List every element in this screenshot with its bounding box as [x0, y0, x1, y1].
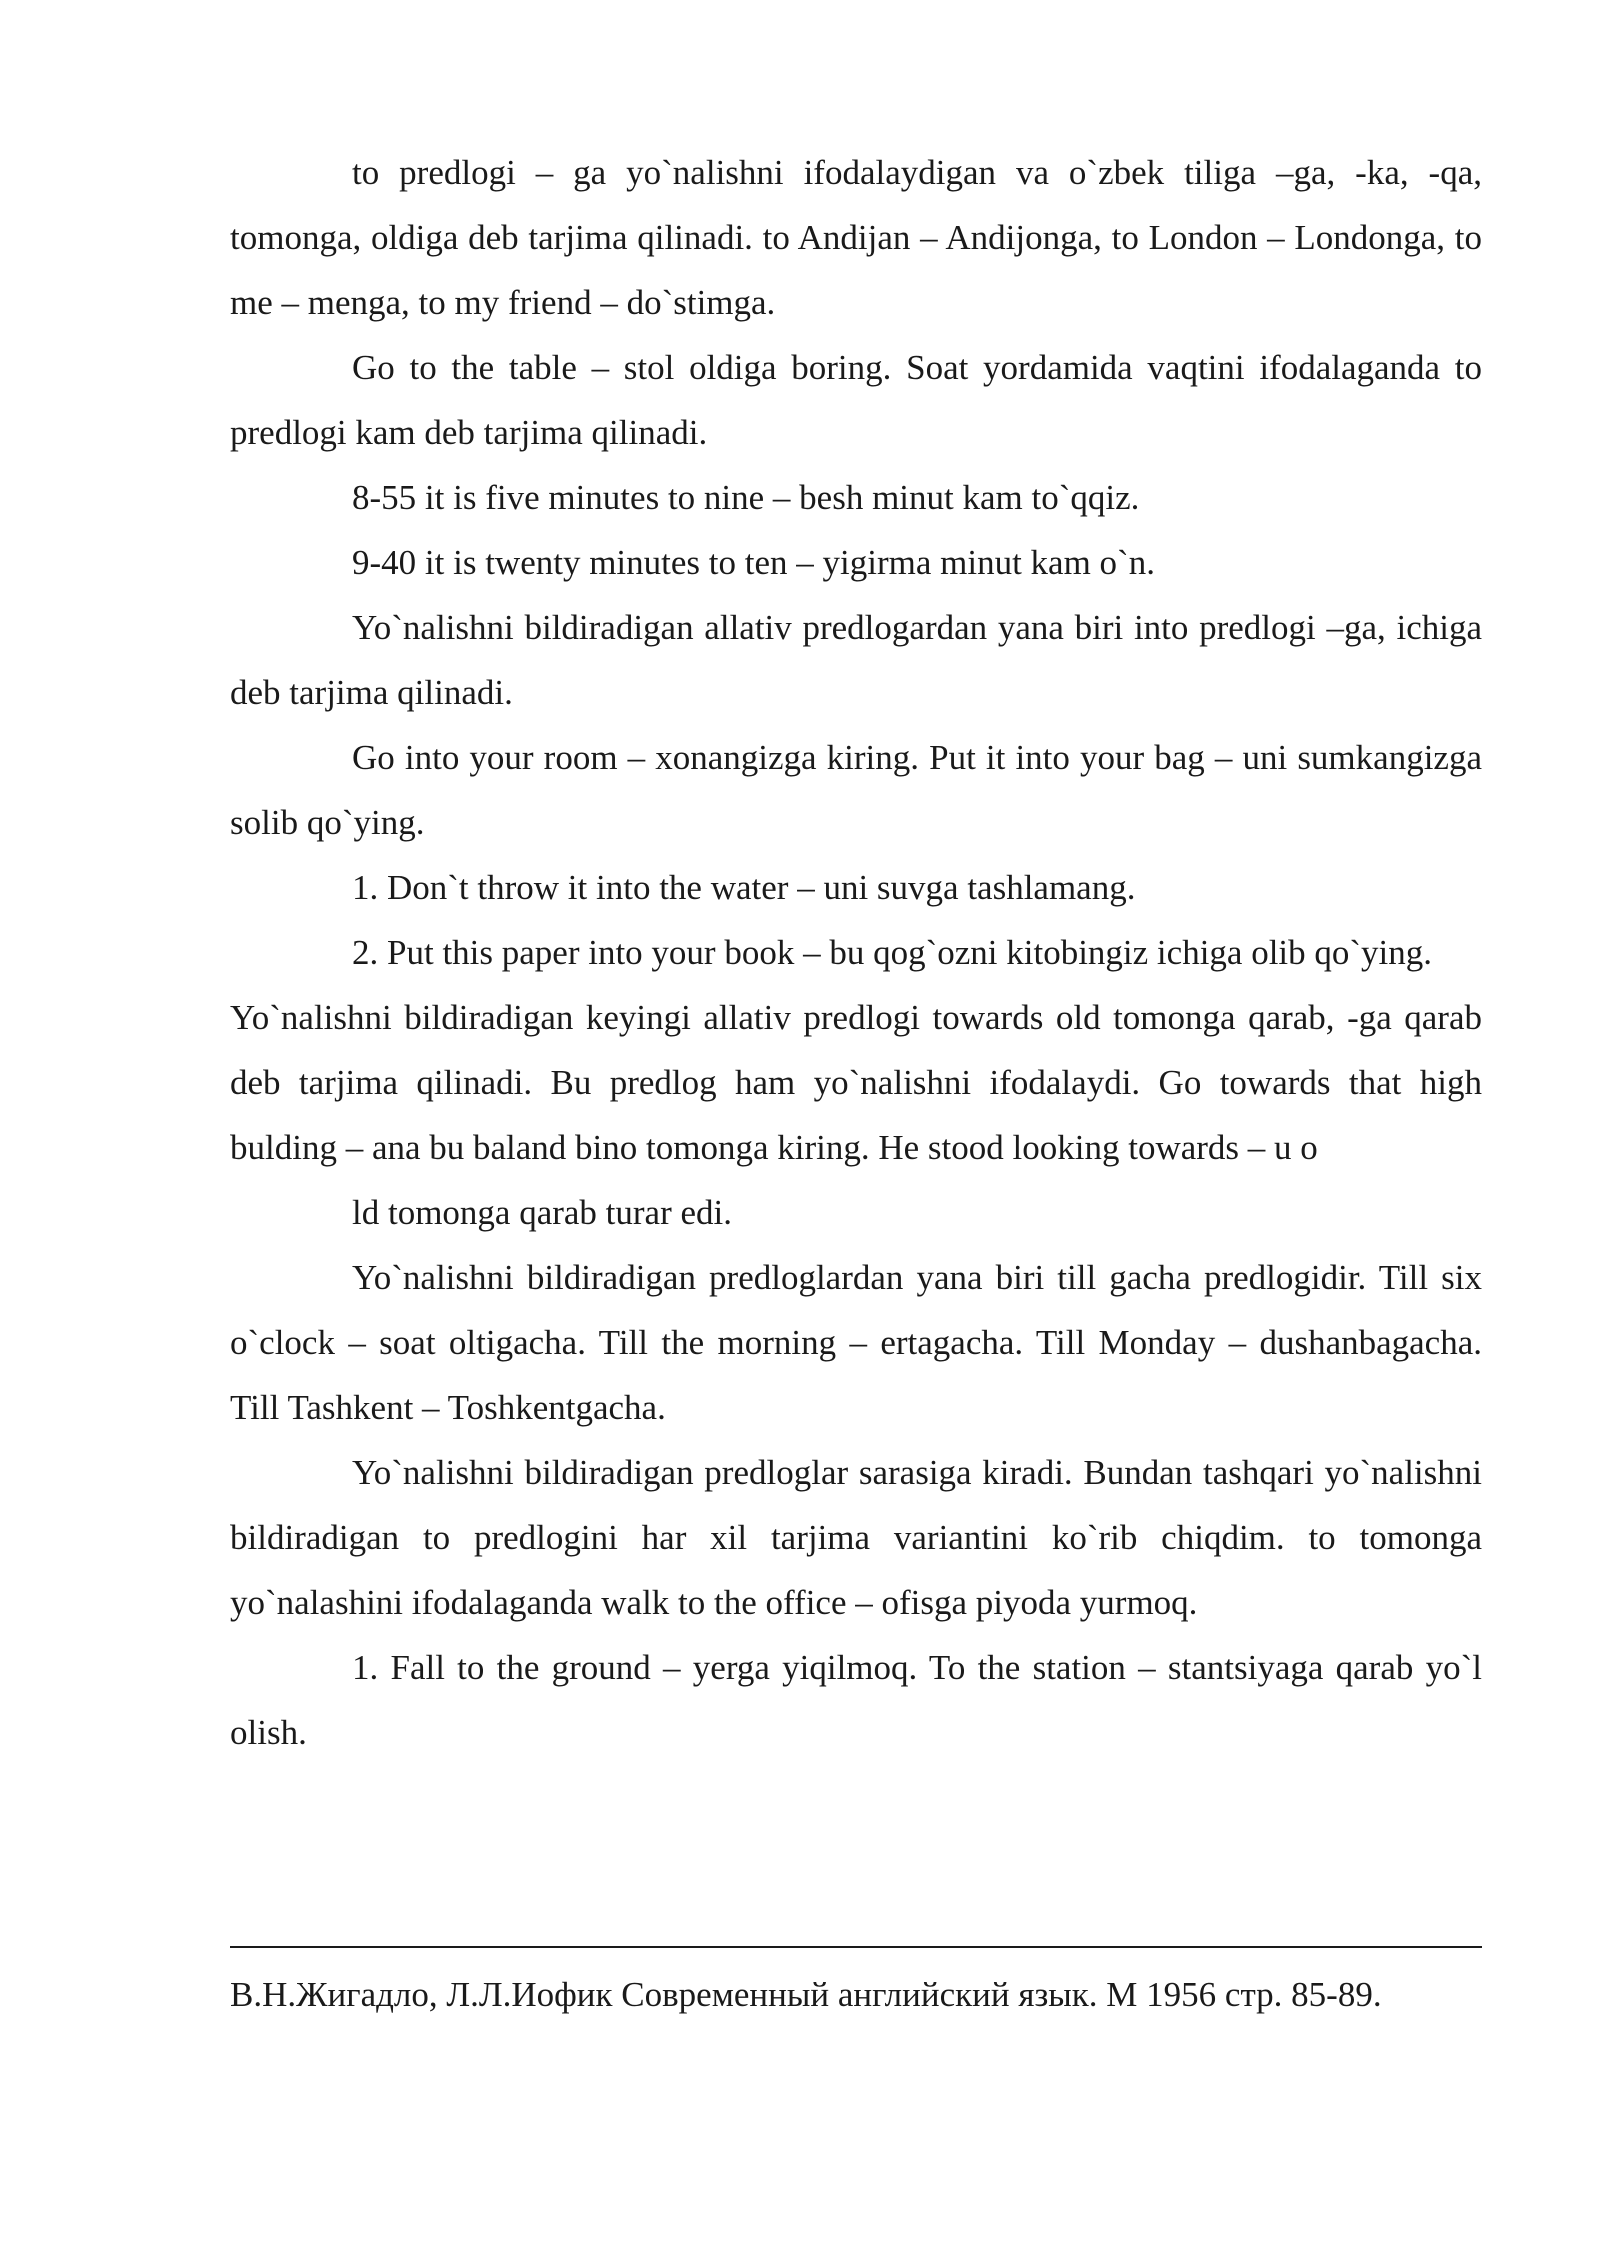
paragraph: Go to the table – stol oldiga boring. Soat yordamida vaqtini ifodalaganda to predlogi kam deb tarjima qilinadi.: [230, 348, 1482, 452]
paragraph: Yo`nalishni bildiradigan predloglardan yana biri till gacha predlogidir. Till six o`clock – soat oltigacha. Till the morning – ertagacha. Till Monday – dushanbagacha. Till Tashkent – Toshkentgacha.: [230, 1258, 1482, 1427]
footnote-separator: [230, 1946, 1482, 1948]
paragraph: to predlogi – ga yo`nalishni ifodalaydigan va o`zbek tiliga –ga, -ka, -qa, tomonga, oldiga deb tarjima qilinadi. to Andijan – Andijonga, to London – Londonga, to me – menga, to my friend – do`stimga.: [230, 153, 1482, 322]
paragraph: Yo`nalishni bildiradigan keyingi allativ predlogi towards old tomonga qarab, -ga qarab deb tarjima qilinadi. Bu predlog ham yo`nalishni ifodalaydi. Go towards that high bulding – ana bu baland bino tomonga kiring. He stood looking towards – u o: [230, 998, 1482, 1167]
document-body: [230, 140, 1482, 1765]
paragraph: ld tomonga qarab turar edi.: [352, 1193, 733, 1232]
paragraph: 9-40 it is twenty minutes to ten – yigirma minut kam o`n.: [352, 543, 1155, 582]
paragraph: 2. Put this paper into your book – bu qog`ozni kitobingiz ichiga olib qo`ying.: [352, 933, 1433, 972]
paragraph: 8-55 it is five minutes to nine – besh minut kam to`qqiz.: [352, 478, 1140, 517]
paragraph: Yo`nalishni bildiradigan allativ predlogardan yana biri into predlogi –ga, ichiga deb tarjima qilinadi.: [230, 608, 1482, 712]
paragraph: 1. Fall to the ground – yerga yiqilmoq. To the station – stantsiyaga qarab yo`l olish.: [230, 1648, 1482, 1752]
paragraph: Yo`nalishni bildiradigan predloglar sarasiga kiradi. Bundan tashqari yo`nalishni bildiradigan to predlogini har xil tarjima variantini ko`rib chiqdim. to tomonga yo`nalashini ifodalaganda walk to the office – ofisga piyoda yurmoq.: [230, 1453, 1482, 1622]
paragraph: 1. Don`t throw it into the water – uni suvga tashlamang.: [352, 868, 1136, 907]
footnote: В.Н.Жигадло, Л.Л.Иофик Современный английский язык. М 1956 стр. 85-89.: [230, 1975, 1382, 2014]
paragraph: Go into your room – xonangizga kiring. Put it into your bag – uni sumkangizga solib qo`ying.: [230, 738, 1482, 842]
